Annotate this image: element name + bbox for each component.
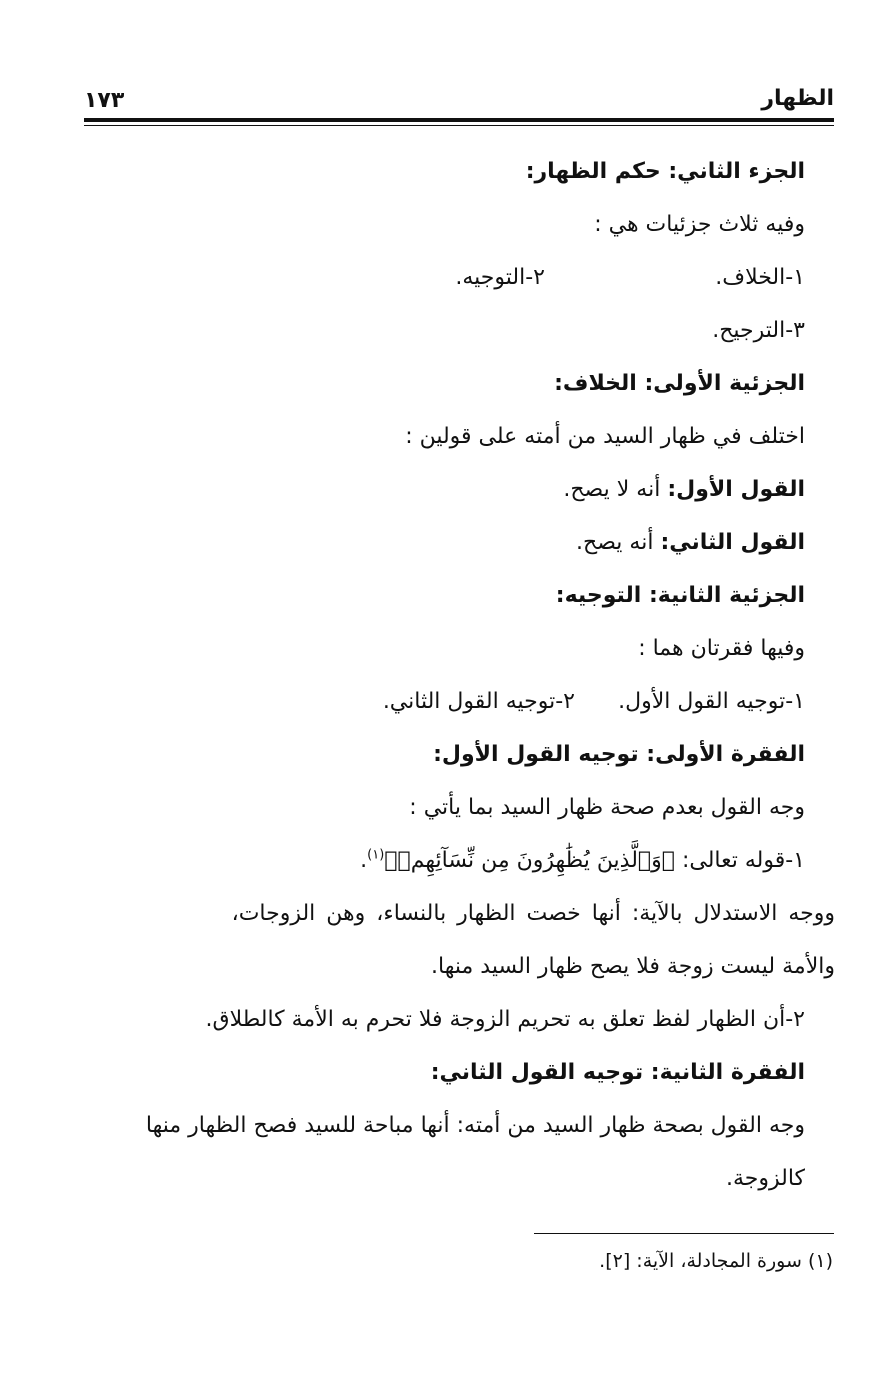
opinion-2 [65,516,805,569]
paragraph-heading-2: الفقرة الثانية: توجيه القول الثاني: [430,1060,805,1085]
page-body [65,145,835,1205]
list-item: ٢-التوجيه. [455,265,545,290]
chapter-title: الظهار [761,86,834,111]
footnote: (١) سورة المجادلة، الآية: [٢]. [599,1250,833,1272]
para1-intro: وجه القول بعدم صحة ظهار السيد بما يأتي : [409,795,805,820]
evidence-prefix: ١-قوله تعالى: [681,848,805,873]
opinion-text: أنه يصح. [576,530,654,555]
list-item: ٣-الترجيح. [712,318,805,343]
two-paras-line: وفيها فقرتان هما : [638,636,805,661]
quran-verse: ﴿وَٱلَّذِينَ يُظَٰهِرُونَ مِن نِّسَآئِهِمۡ﴾ [384,848,675,873]
opinion-label: القول الأول: [667,477,805,502]
evidence-1 [65,834,805,887]
para2-line-1: وجه القول بصحة ظهار السيد من أمته: أنها مباحة للسيد فصح الظهار منها [145,1113,805,1138]
subsection-heading-1: الجزئية الأولى: الخلاف: [554,371,805,396]
running-header [84,86,834,122]
list-item: ١-الخلاف. [715,265,805,290]
evidence-2: ٢-أن الظهار لفظ تعلق به تحريم الزوجة فلا تحرم به الأمة كالطلاق. [205,1007,805,1032]
para2-line-2: كالزوجة. [725,1166,805,1191]
opinion-label: القول الثاني: [660,530,805,555]
opinion-1 [65,463,805,516]
part-heading: الجزء الثاني: حكم الظهار: [525,159,805,184]
inference-line-1: ووجه الاستدلال بالآية: أنها خصت الظهار بالنساء، وهن الزوجات، [231,901,835,926]
list-row-1 [65,251,805,304]
paragraph-heading-1: الفقرة الأولى: توجيه القول الأول: [433,742,805,767]
page-number: ١٧٣ [84,88,125,113]
subsection-heading-2: الجزئية الثانية: التوجيه: [555,583,805,608]
list-row-2 [65,675,805,728]
evidence-suffix: . [360,848,368,873]
header-rule-thick [84,118,834,122]
opinion-text: أنه لا يصح. [563,477,661,502]
intro-line: وفيه ثلاث جزئيات هي : [594,212,805,237]
inference-line-2: والأمة ليست زوجة فلا يصح ظهار السيد منها. [431,954,835,979]
list-item: ٢-توجيه القول الثاني. [382,689,575,714]
footnote-separator [534,1233,834,1234]
dispute-line: اختلف في ظهار السيد من أمته على قولين : [405,424,805,449]
list-item: ١-توجيه القول الأول. [618,689,805,714]
header-rule-thin [84,125,834,126]
footnote-ref: (١) [367,847,385,863]
